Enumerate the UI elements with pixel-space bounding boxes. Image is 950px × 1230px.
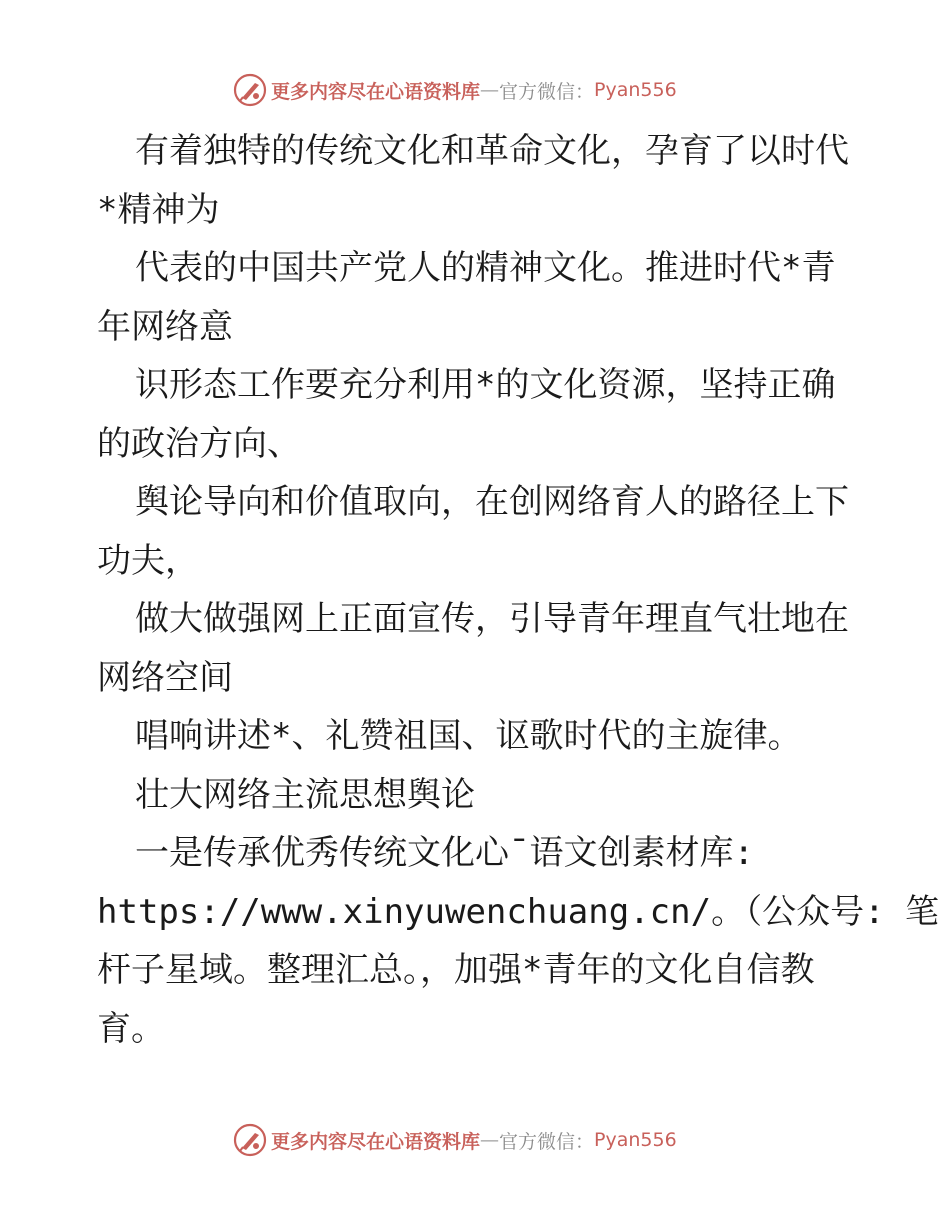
text-line: 唱响讲述*、礼赞祖国、讴歌时代的主旋律。 <box>135 716 802 756</box>
text-line: 杆子星域。整理汇总。，加强*青年的文化自信教 <box>97 950 815 990</box>
text-line: 舆论导向和价值取向，在创网络育人的路径上下 <box>135 482 849 522</box>
header-brand-text: 更多内容尽在心语资料库 <box>271 80 481 103</box>
quill-pen-logo-icon <box>233 73 267 107</box>
url-line: https://www.xinyuwenchuang.cn/。（公众号: 笔 <box>97 891 940 932</box>
header-separator: — <box>480 79 500 101</box>
text-line: 做大做强网上正面宣传，引导青年理直气壮地在 <box>135 599 849 639</box>
text-line: *精神为 <box>97 189 220 230</box>
text-line: 育。 <box>97 1008 165 1049</box>
text-line: 一是传承优秀传统文化心¯语文创素材库: <box>135 833 754 873</box>
text-line: 代表的中国共产党人的精神文化。推进时代*青 <box>135 248 836 288</box>
footer-wechat-id: Pyan556 <box>594 1129 677 1151</box>
footer-wechat-label: 官方微信： <box>499 1130 595 1153</box>
footer-separator: — <box>480 1129 500 1151</box>
text-line: 有着独特的传统文化和革命文化，孕育了以时代 <box>135 131 849 171</box>
body-text <box>97 122 940 1058</box>
text-line: 年网络意 <box>97 306 233 347</box>
header-wechat-label: 官方微信： <box>499 80 595 103</box>
text-line: 网络空间 <box>97 657 233 698</box>
text-line: 的政治方向、 <box>97 423 301 464</box>
header-banner <box>233 72 677 108</box>
section-heading: 壮大网络主流思想舆论 <box>135 774 475 815</box>
footer-banner <box>233 1122 677 1158</box>
quill-pen-logo-icon <box>233 1123 267 1157</box>
footer-brand-text: 更多内容尽在心语资料库 <box>271 1130 481 1153</box>
header-wechat-id: Pyan556 <box>594 79 677 101</box>
text-line: 功夫， <box>97 540 199 581</box>
text-line: 识形态工作要充分利用*的文化资源，坚持正确 <box>135 365 836 405</box>
